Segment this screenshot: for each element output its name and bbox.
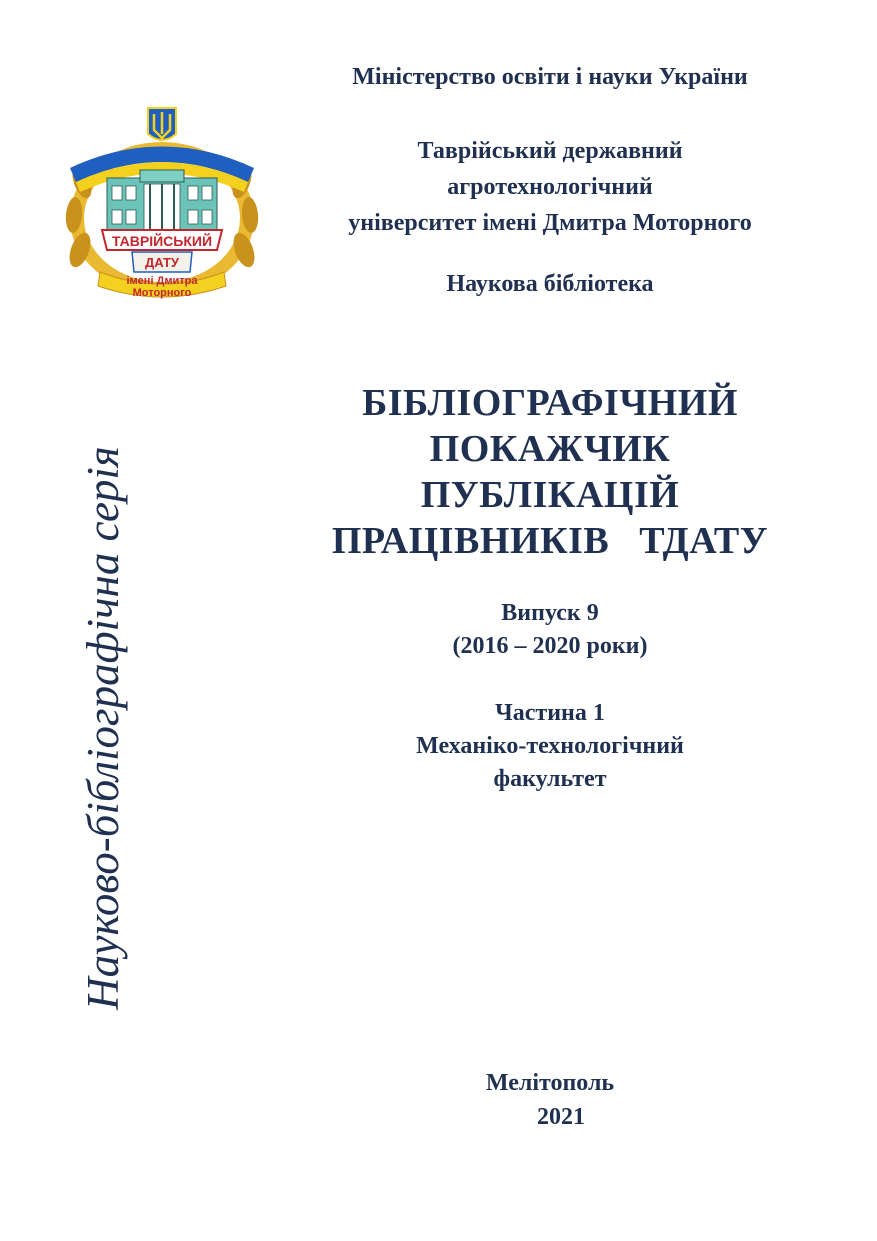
university-line-2: агротехнологічний — [447, 174, 653, 200]
faculty-line-2: факультет — [493, 766, 607, 792]
university-logo — [62, 100, 262, 302]
title-line-4: ПРАЦІВНИКІВ ТДАТУ — [331, 520, 769, 562]
city: Мелітополь — [485, 1070, 615, 1096]
university-line-1: Таврійський державний — [417, 138, 683, 164]
part-info — [300, 697, 800, 796]
title-line-3: ПУБЛІКАЦІЙ — [420, 474, 680, 516]
issue-info — [300, 597, 800, 663]
series-title: Науково-бібліографічна серія — [78, 446, 128, 1010]
logo-badge-text: ДАТУ — [144, 255, 180, 270]
issue-number: Випуск 9 — [501, 600, 599, 626]
library-name: Наукова бібліотека — [446, 271, 654, 297]
issue-years: (2016 – 2020 роки) — [452, 633, 648, 659]
logo-bottom-text-1: імені Дмитра — [126, 275, 198, 287]
title-line-1: БІБЛІОГРАФІЧНИЙ — [362, 382, 738, 424]
document-title — [295, 380, 805, 564]
ministry-name: Міністерство освіти і науки України — [352, 64, 748, 90]
title-line-2: ПОКАЖЧИК — [429, 428, 671, 470]
university-line-3: університет імені Дмитра Моторного — [348, 210, 752, 236]
publication-place — [300, 1066, 800, 1134]
logo-top-text: ТАВРІЙСЬКИЙ — [111, 233, 213, 249]
faculty-line-1: Механіко-технологічний — [416, 733, 684, 759]
year: 2021 — [537, 1104, 585, 1130]
part-number: Частина 1 — [495, 700, 605, 726]
logo-bottom-text-2: Моторного — [132, 287, 192, 299]
university-name — [290, 133, 810, 241]
